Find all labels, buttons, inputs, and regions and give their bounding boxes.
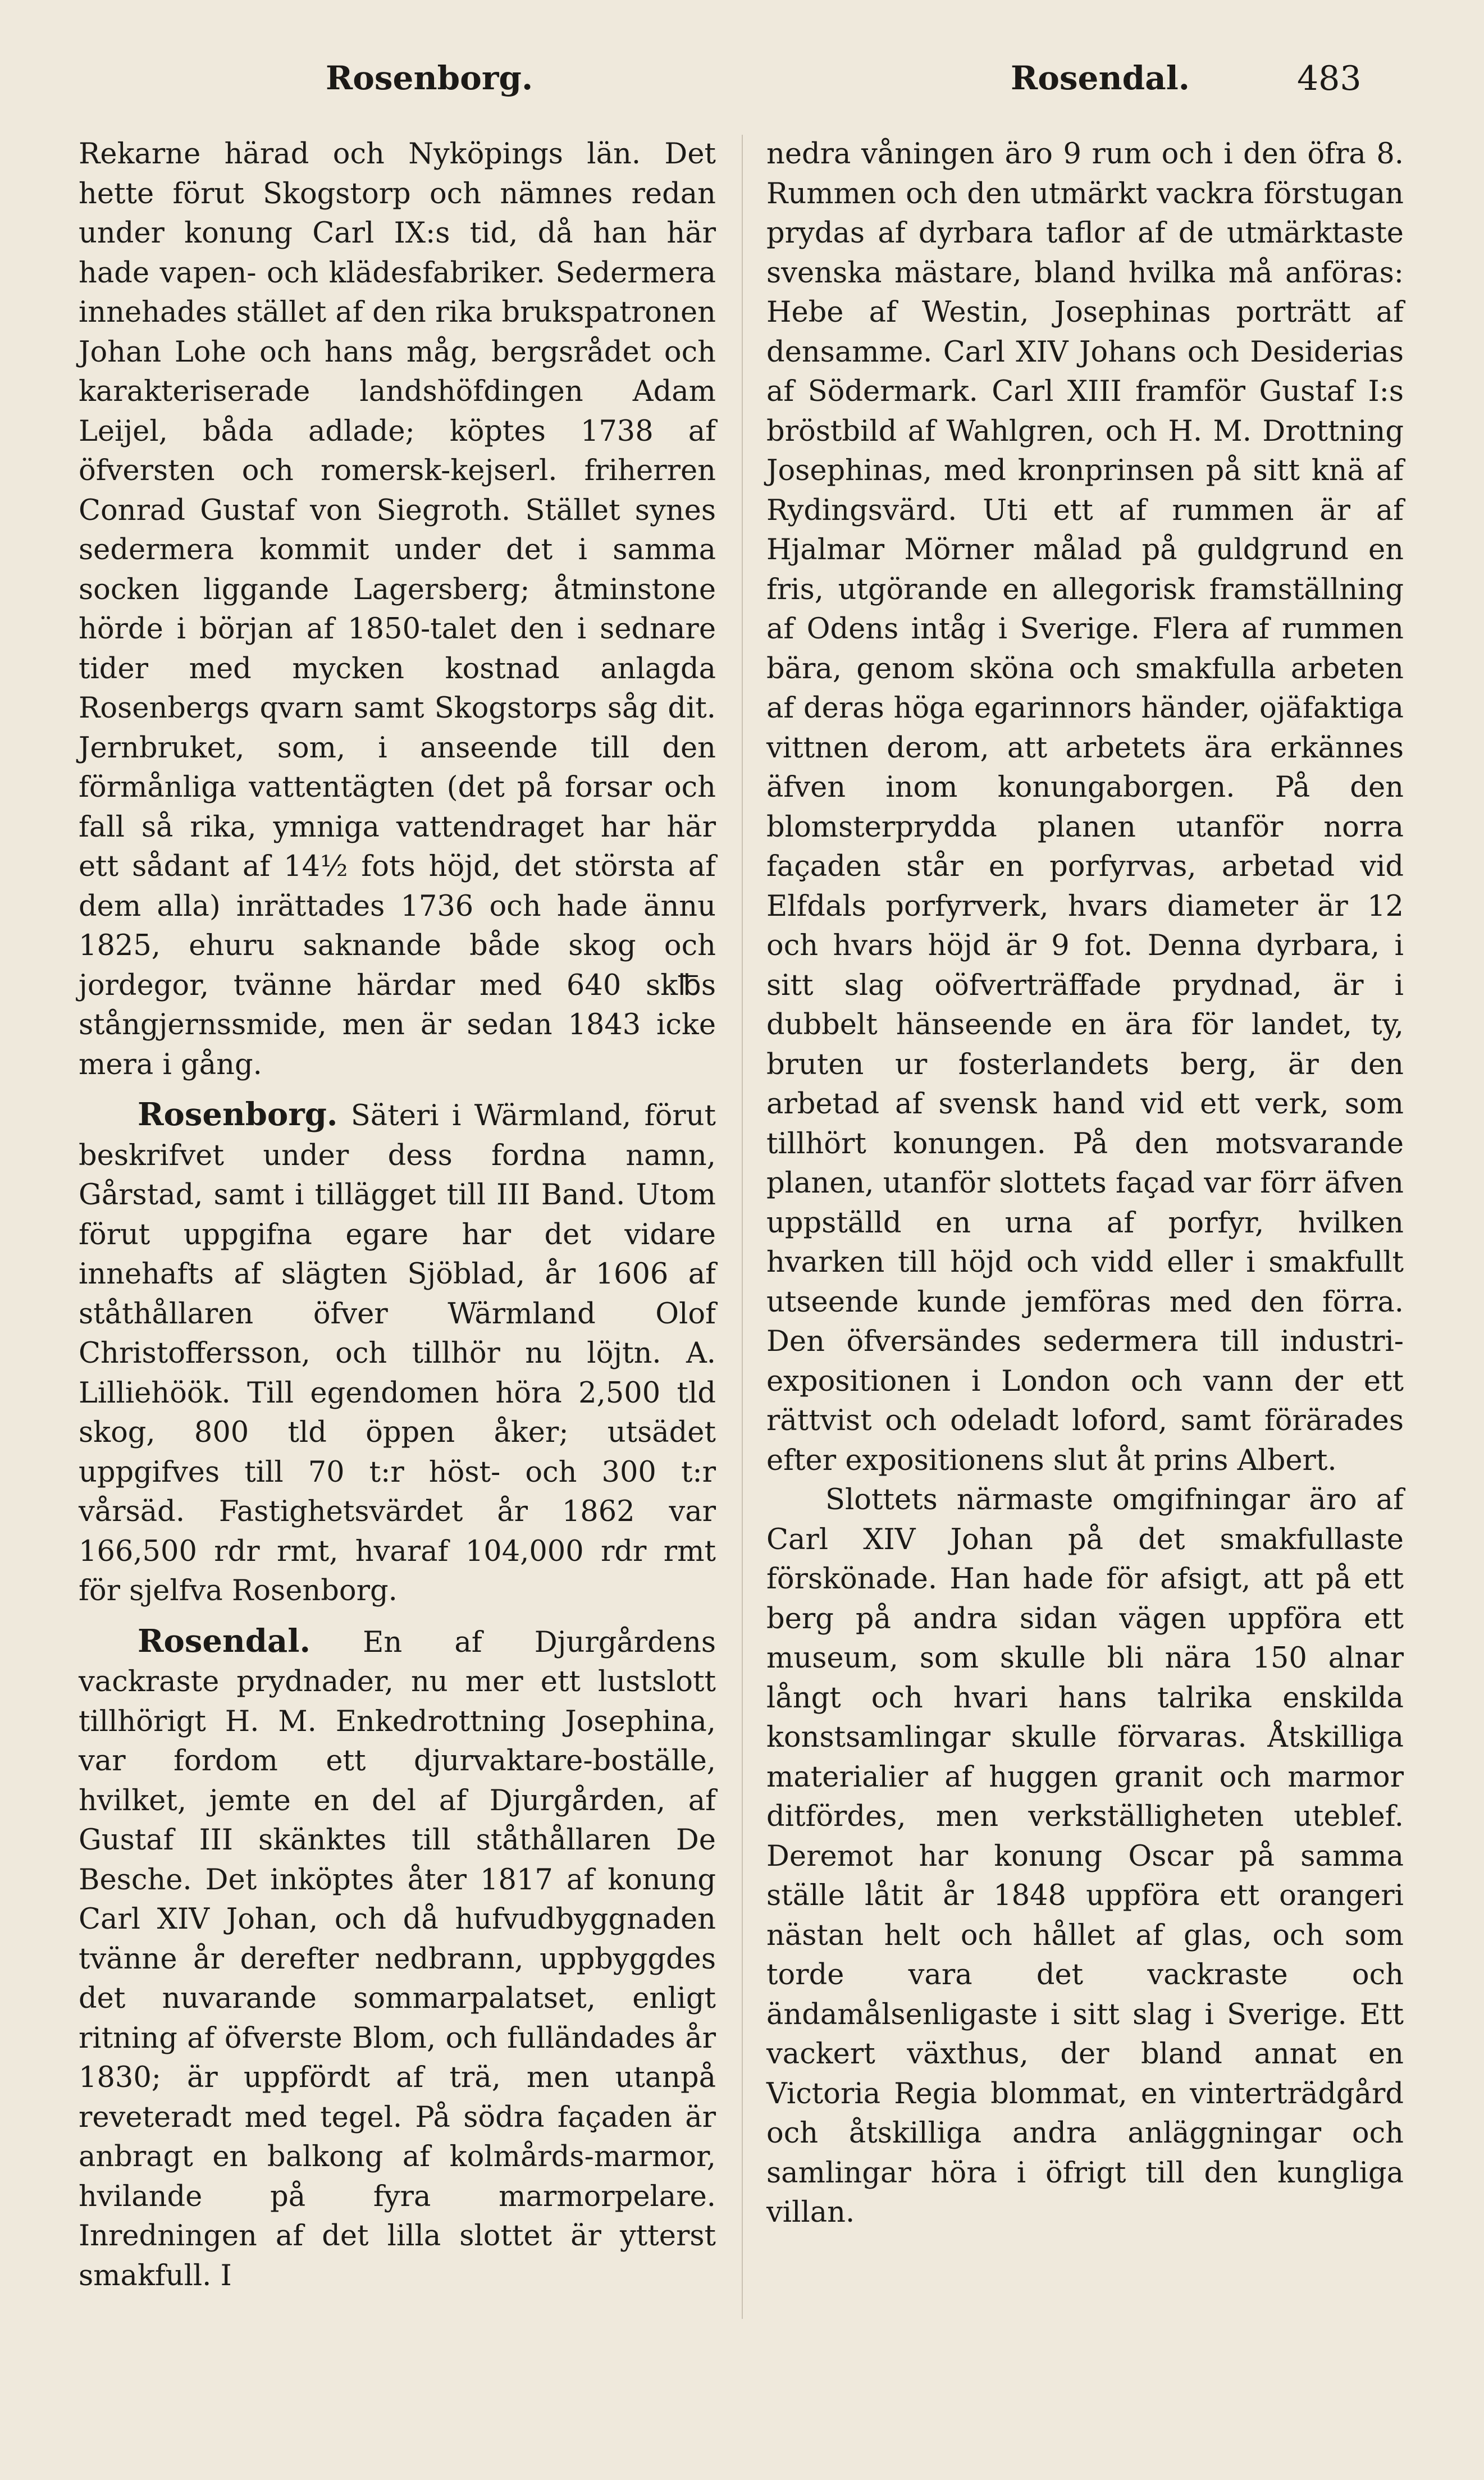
running-head-right: Rosendal.: [1011, 59, 1190, 97]
entry-headword: Rosendal.: [138, 1622, 311, 1660]
entry-rosenborg: [79, 1095, 716, 1611]
entry-headword: Rosenborg.: [138, 1096, 338, 1133]
entry-rosendal: [79, 1622, 716, 2296]
page-number: 483: [1297, 59, 1362, 98]
right-column: [766, 135, 1404, 2233]
running-head-left: Rosenborg.: [326, 59, 533, 97]
left-column: [79, 135, 716, 2296]
paragraph-rekarne: Rekarne härad och Nyköpings län. Det hette förut Skogstorp och nämnes redan under konung Carl IX:s tid, då han här hade vapen- och klädesfabriker. Sedermera innehades stället af den rika brukspatronen Johan Lohe och hans måg, bergsrådet och karakteriserade landshöfdingen Adam Leijel, båda adlade; köptes 1738 af öfversten och romersk-kejserl. friherren Conrad Gustaf von Siegroth. Stället synes sedermera kommit under det i samma socken liggande Lagersberg; åtminstone hörde i början af 1850-talet den i sednare tider med mycken kostnad anlagda Rosenbergs qvarn samt Skogstorps såg dit. Jernbruket, som, i anseende till den förmånliga vattentägten (det på forsar och fall så rika, ymniga vattendraget har här ett sådant af 14½ fots höjd, det största af dem alla) inrättades 1736 och hade ännu 1825, ehuru saknande både skog och jordegor, tvänne härdar med 640 sk℔s stångjernssmide, men är sedan 1843 icke mera i gång.: [79, 138, 716, 1081]
column-divider: [742, 135, 743, 2319]
paragraph-interior: nedra våningen äro 9 rum och i den öfra 8. Rummen och den utmärkt vackra förstugan prydas af dyrbara taflor af de utmärktaste svenska mästare, bland hvilka må anföras: Hebe af Westin, Josephinas porträtt af densamme. Carl XIV Johans och Desiderias af Södermark. Carl XIII framför Gustaf I:s bröstbild af Wahlgren, och H. M. Drottning Josephinas, med kronprinsen på sitt knä af Rydingsvärd. Uti ett af rummen är af Hjalmar Mörner målad på guldgrund en fris, utgörande en allegorisk framställning af Odens intåg i Sverige. Flera af rummen bära, genom sköna och smakfulla arbeten af deras höga egarinnors händer, ojäfaktiga vittnen derom, att arbetets ära erkännes äfven inom konungaborgen. På den blomsterprydda planen utanför norra façaden står en porfyrvas, arbetad vid Elfdals porfyrverk, hvars diameter är 12 och hvars höjd är 9 fot. Denna dyrbara, i sitt slag oöfverträffade prydnad, är i dubbelt hänseende en ära för landet, ty, bruten ur fosterlandets berg, är den arbetad af svensk hand vid ett verk, som tillhört konungen. På den motsvarande planen, utanför slottets façad var förr äfven uppställd en urna af porfyr, hvilken hvarken till höjd och vidd eller i smakfullt utseende kunde jemföras med den förra. Den öfversändes sedermera till industri-expositionen i London och vann der ett rättvist och odeladt loford, samt förärades efter expositionens slut åt prins Albert.: [766, 138, 1404, 1477]
entry-text: En af Djurgårdens vackraste prydnader, nu mer ett lustslott tillhörigt H. M. Enkedrottning Josephina, var fordom ett djurvaktare-boställe, hvilket, jemte en del af Djurgården, af Gustaf III skänktes till ståthållaren De Besche. Det inköptes åter 1817 af konung Carl XIV Johan, och då hufvudbyggnaden tvänne år derefter nedbrann, uppbyggdes det nuvarande sommarpalatset, enligt ritning af öfverste Blom, och fulländades år 1830; är uppfördt af trä, men utanpå reveteradt med tegel. På södra façaden är anbragt en balkong af kolmårds-marmor, hvilande på fyra marmorpelare. Inredningen af det lilla slottet är ytterst smakfull. I: [79, 1625, 716, 2292]
paragraph-surroundings: Slottets närmaste omgifningar äro af Carl XIV Johan på det smakfullaste förskönade. Han hade för afsigt, att på ett berg på andra sidan vägen uppföra ett museum, som skulle bli nära 150 alnar långt och hvari hans talrika enskilda konstsamlingar skulle förvaras. Åtskilliga materialier af huggen granit och marmor ditfördes, men verkställigheten uteblef. Deremot har konung Oscar på samma ställe låtit år 1848 uppföra ett orangeri nästan helt och hållet af glas, och som torde vara det vackraste och ändamålsenligaste i sitt slag i Sverige. Ett vackert växthus, der bland annat en Victoria Regia blommat, en vinterträdgård och åtskilliga andra anläggningar och samlingar höra i öfrigt till den kungliga villan.: [766, 1483, 1404, 2229]
entry-text: Säteri i Wärmland, förut beskrifvet under dess fordna namn, Gårstad, samt i tillägget till III Band. Utom förut uppgifna egare har det vidare innehafts af slägten Sjöblad, år 1606 af ståthållaren öfver Wärmland Olof Christoffersson, och tillhör nu löjtn. A. Lilliehöök. Till egendomen höra 2,500 tld skog, 800 tld öppen åker; utsädet uppgifves till 70 t:r höst- och 300 t:r vårsäd. Fastighetsvärdet år 1862 var 166,500 rdr rmt, hvaraf 104,000 rdr rmt för sjelfva Rosenborg.: [79, 1099, 716, 1607]
